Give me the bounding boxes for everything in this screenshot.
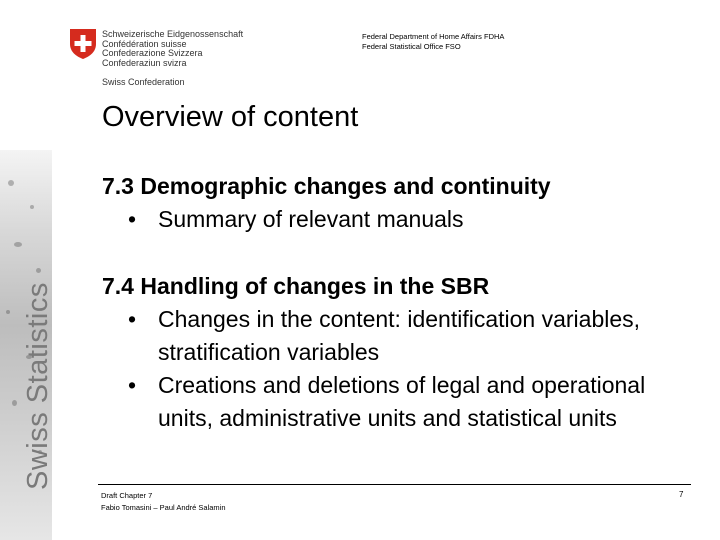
content-section <box>102 170 702 236</box>
bullet-text: Summary of relevant manuals <box>158 206 464 232</box>
bullet-dot: • <box>128 372 137 398</box>
bullet-item <box>102 303 702 369</box>
footer-divider <box>98 484 691 485</box>
bullet-dot: • <box>128 306 137 332</box>
department-name: Federal Department of Home Affairs FDHA <box>362 32 505 41</box>
office-name: Federal Statistical Office FSO <box>362 42 461 51</box>
bullet-item <box>102 203 702 236</box>
confederation-line-fr: Confédération suisse <box>102 38 187 49</box>
section-heading: 7.3 Demographic changes and continuity <box>102 173 551 199</box>
department-block <box>362 32 504 52</box>
confederation-names <box>102 30 243 88</box>
footer-info <box>101 490 226 514</box>
bullet-text: Creations and deletions of legal and operational units, administrative units and statistical units <box>158 372 646 431</box>
confederation-line-de: Schweizerische Eidgenossenschaft <box>102 29 244 39</box>
content-section <box>102 270 702 435</box>
bullet-text: Changes in the content: identification variables, stratification variables <box>158 306 641 365</box>
confederation-line-en: Swiss Confederation <box>102 77 185 87</box>
page-title: Overview of content <box>102 101 359 133</box>
bullet-dot: • <box>128 206 137 232</box>
section-heading: 7.4 Handling of changes in the SBR <box>102 273 490 299</box>
footer-chapter: Draft Chapter 7 <box>101 491 153 500</box>
swiss-flag-icon <box>68 28 98 60</box>
bullet-item <box>102 369 702 435</box>
page-number: 7 <box>679 490 684 499</box>
confederation-line-it: Confederazione Svizzera <box>102 48 203 58</box>
confederation-line-rm: Confederaziun svizra <box>102 57 187 68</box>
sidebar-brand-text: Swiss Statistics <box>22 282 54 490</box>
footer-authors: Fabio Tomasini – Paul André Salamin <box>101 503 226 512</box>
